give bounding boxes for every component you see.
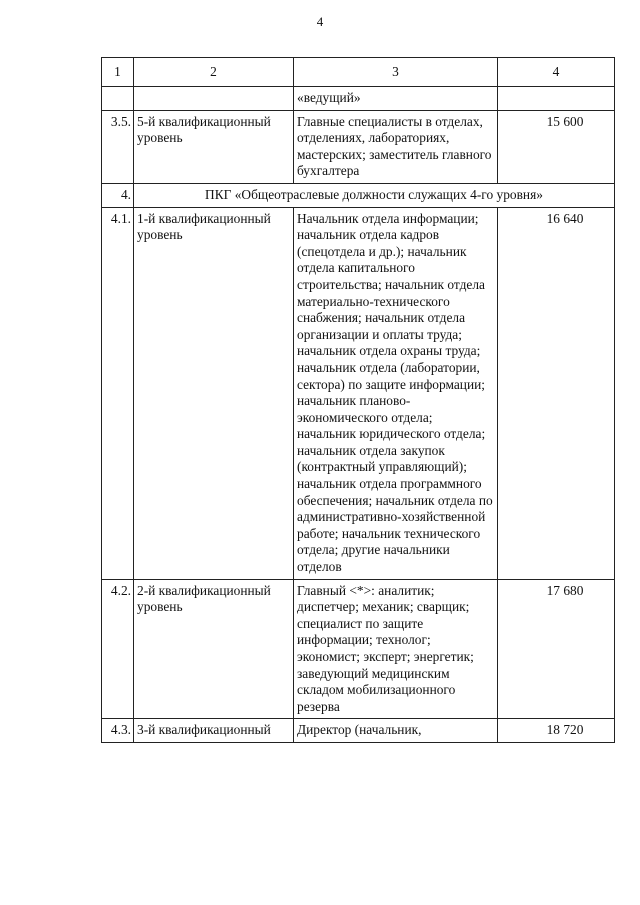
row-number: 3.5. xyxy=(102,110,134,183)
row-positions: Главные специалисты в отделах, отделениях, лабораториях, мастерских; заместитель главного бухгалтера xyxy=(294,110,498,183)
header-col-1: 1 xyxy=(102,58,134,87)
table-row xyxy=(102,719,615,743)
group-number: 4. xyxy=(102,183,134,207)
row-level: 1-й квалификационный уровень xyxy=(134,207,294,579)
row-salary: 18 720 xyxy=(498,719,615,743)
row-level: 2-й квалификационный уровень xyxy=(134,579,294,719)
header-col-4: 4 xyxy=(498,58,615,87)
salary-table xyxy=(101,57,615,743)
row-level: 5-й квалификационный уровень xyxy=(134,110,294,183)
table-row xyxy=(102,207,615,579)
row-salary xyxy=(498,87,615,111)
row-positions: «ведущий» xyxy=(294,87,498,111)
page-number: 4 xyxy=(316,14,324,29)
row-positions: Начальник отдела информации; начальник отдела кадров (спецотдела и др.); начальник отдела капитального строительства; начальник отдела материально-технического снабжения; начальник отдела организации и оплаты труда; начальник отдела охраны труда; начальник отдела (лаборатории, сектора) по защите информации; начальник планово-экономического отдела; начальник юридического отдела; начальник отдела закупок (контрактный управляющий); начальник отдела программного обеспечения; начальник отдела по административно-хозяйственной работе; начальник технического отдела; другие начальники отделов xyxy=(294,207,498,579)
row-salary: 16 640 xyxy=(498,207,615,579)
row-number: 4.1. xyxy=(102,207,134,579)
row-positions: Главный <*>: аналитик; диспетчер; механик; сварщик; специалист по защите информации; технолог; экономист; эксперт; энергетик; заведующий медицинским складом мобилизационного резерва xyxy=(294,579,498,719)
row-salary: 17 680 xyxy=(498,579,615,719)
row-number: 4.3. xyxy=(102,719,134,743)
row-positions: Директор (начальник, xyxy=(294,719,498,743)
row-salary: 15 600 xyxy=(498,110,615,183)
header-col-2: 2 xyxy=(134,58,294,87)
table-row xyxy=(102,87,615,111)
row-number: 4.2. xyxy=(102,579,134,719)
group-header-row xyxy=(102,183,615,207)
table-row xyxy=(102,110,615,183)
group-title: ПКГ «Общеотраслевые должности служащих 4-го уровня» xyxy=(134,183,615,207)
table-row xyxy=(102,579,615,719)
row-level: 3-й квалификационный xyxy=(134,719,294,743)
table-header-row xyxy=(102,58,615,87)
row-level xyxy=(134,87,294,111)
header-col-3: 3 xyxy=(294,58,498,87)
row-number xyxy=(102,87,134,111)
